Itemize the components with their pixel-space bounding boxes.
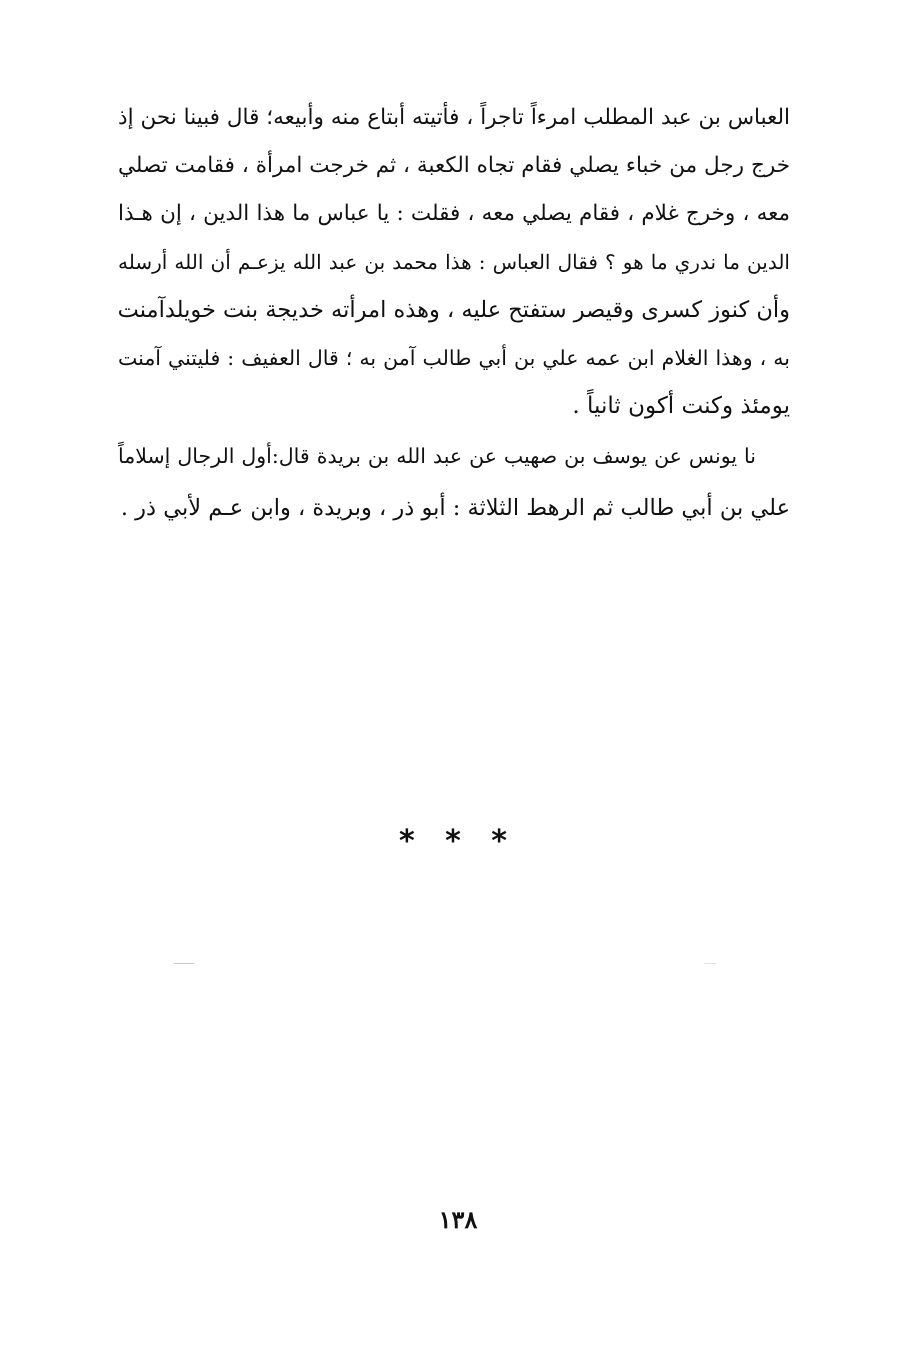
text-line: وأن كنوز كسرى وقيصر ستفتح عليه ، وهذه امرأته خديجة بنت خويلدآمنت — [117, 297, 790, 323]
scan-mark — [174, 963, 194, 964]
paragraph-narration-first-converts — [118, 430, 790, 534]
text-line: معه ، وخرج غلام ، فقام يصلي معه ، فقلت : يا عباس ما هذا الدين ، إن هـذا — [118, 201, 790, 226]
text-line: به ، وهذا الغلام ابن عمه علي بن أبي طالب آمن به ؛ قال العفيف : فليتني آمنت — [118, 346, 790, 370]
section-separator: * * * — [399, 824, 517, 859]
text-line: يومئذ وكنت أكون ثانياً . — [572, 393, 790, 419]
text-line: نا يونس عن يوسف بن صهيب عن عبد الله بن بريدة قال:أول الرجال إسلاماً — [118, 444, 756, 468]
paragraph-narration-abbas — [118, 94, 790, 430]
scan-mark — [704, 963, 716, 964]
text-line: الدين ما ندري ما هو ؟ فقال العباس : هذا محمد بن عبد الله يزعـم أن الله أرسله — [118, 250, 790, 274]
text-line: خرج رجل من خباء يصلي فقام تجاه الكعبة ، ثم خرجت امرأة ، فقامت تصلي — [118, 153, 790, 178]
text-line: علي بن أبي طالب ثم الرهط الثلاثة : أبو ذر ، وبريدة ، وابن عـم لأبي ذر . — [120, 495, 790, 521]
page-number: ١٣٨ — [438, 1205, 478, 1234]
text-line: العباس بن عبد المطلب امرءاً تاجراً ، فأتيته أبتاع منه وأبيعه؛ قال فبينا نحن إذ — [118, 105, 790, 130]
